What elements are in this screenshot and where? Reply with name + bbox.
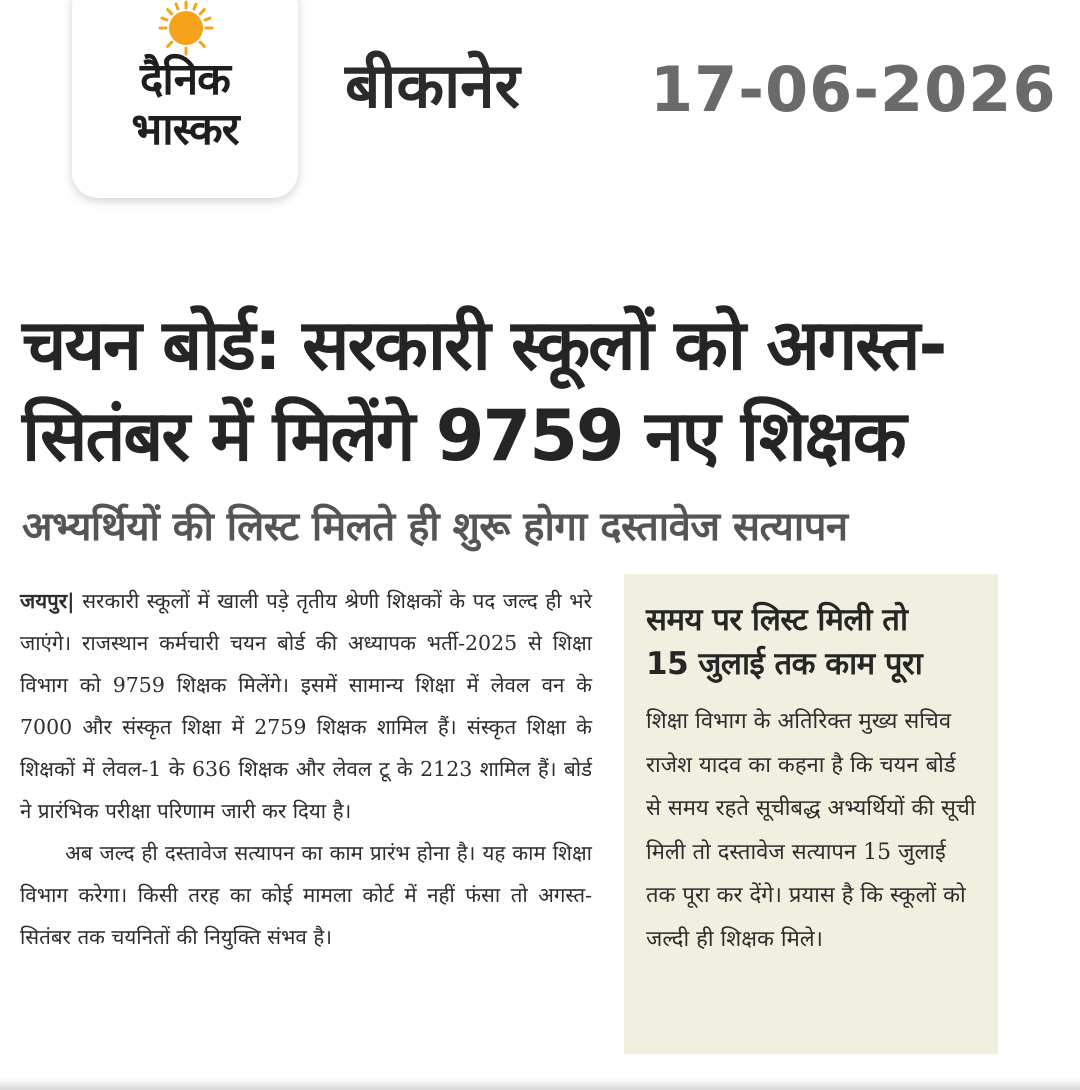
sidebar-title-line1: समय पर लिस्ट मिली तो: [646, 602, 908, 638]
sidebar-title: [646, 598, 986, 686]
sidebar-body: शिक्षा विभाग के अतिरिक्त मुख्य सचिव राजेश यादव का कहना है कि चयन बोर्ड से समय रहते सूचीबद्ध अभ्यर्थियों की सूची मिली तो दस्तावेज सत्यापन 15 जुलाई तक पूरा कर देंगे। प्रयास है कि स्कूलों को जल्दी ही शिक्षक मिले।: [646, 709, 976, 952]
headline-line1: चयन बोर्ड: सरकारी स्कूलों को अगस्त-: [22, 304, 946, 386]
dateline: जयपुर|: [20, 589, 75, 613]
sun-icon: [158, 0, 214, 56]
paragraph-2-text: अब जल्द ही दस्तावेज सत्यापन का काम प्रारंभ होना है। यह काम शिक्षा विभाग करेगा। किसी तरह का कोई मामला कोर्ट में नहीं फंसा तो अगस्त-सितंबर तक चयनितों की नियुक्ति संभव है।: [20, 841, 592, 949]
logo-text-line2: भास्कर: [131, 104, 239, 155]
headline-line2: सितंबर में मिलेंगे 9759 नए शिक्षक: [22, 395, 905, 477]
sidebar-box: [624, 574, 998, 1054]
logo-text-line1: दैनिक: [140, 54, 230, 105]
subheadline: अभ्यर्थियों की लिस्ट मिलते ही शुरू होगा दस्तावेज सत्यापन: [22, 504, 848, 550]
edition-city: बीकानेर: [345, 49, 520, 122]
page-edge: [0, 1078, 1080, 1090]
article-body: [20, 580, 592, 958]
body-paragraph: [20, 580, 592, 832]
newspaper-logo: [72, 0, 298, 198]
headline: [22, 300, 1072, 482]
sidebar-title-line2: 15 जुलाई तक काम पूरा: [646, 646, 923, 682]
edition-date: 17-06-2026: [650, 53, 1057, 126]
paragraph-1-text: सरकारी स्कूलों में खाली पड़े तृतीय श्रेणी शिक्षकों के पद जल्द ही भरे जाएंगे। राजस्थान कर्मचारी चयन बोर्ड की अध्यापक भर्ती-2025 से शिक्षा विभाग को 9759 शिक्षक मिलेंगे। इसमें सामान्य शिक्षा में लेवल वन के 7000 और संस्कृत शिक्षा में 2759 शिक्षक शामिल हैं। संस्कृत शिक्षा के शिक्षकों में लेवल-1 के 636 शिक्षक और लेवल टू के 2123 शामिल हैं। बोर्ड ने प्रारंभिक परीक्षा परिणाम जारी कर दिया है।: [20, 589, 592, 823]
